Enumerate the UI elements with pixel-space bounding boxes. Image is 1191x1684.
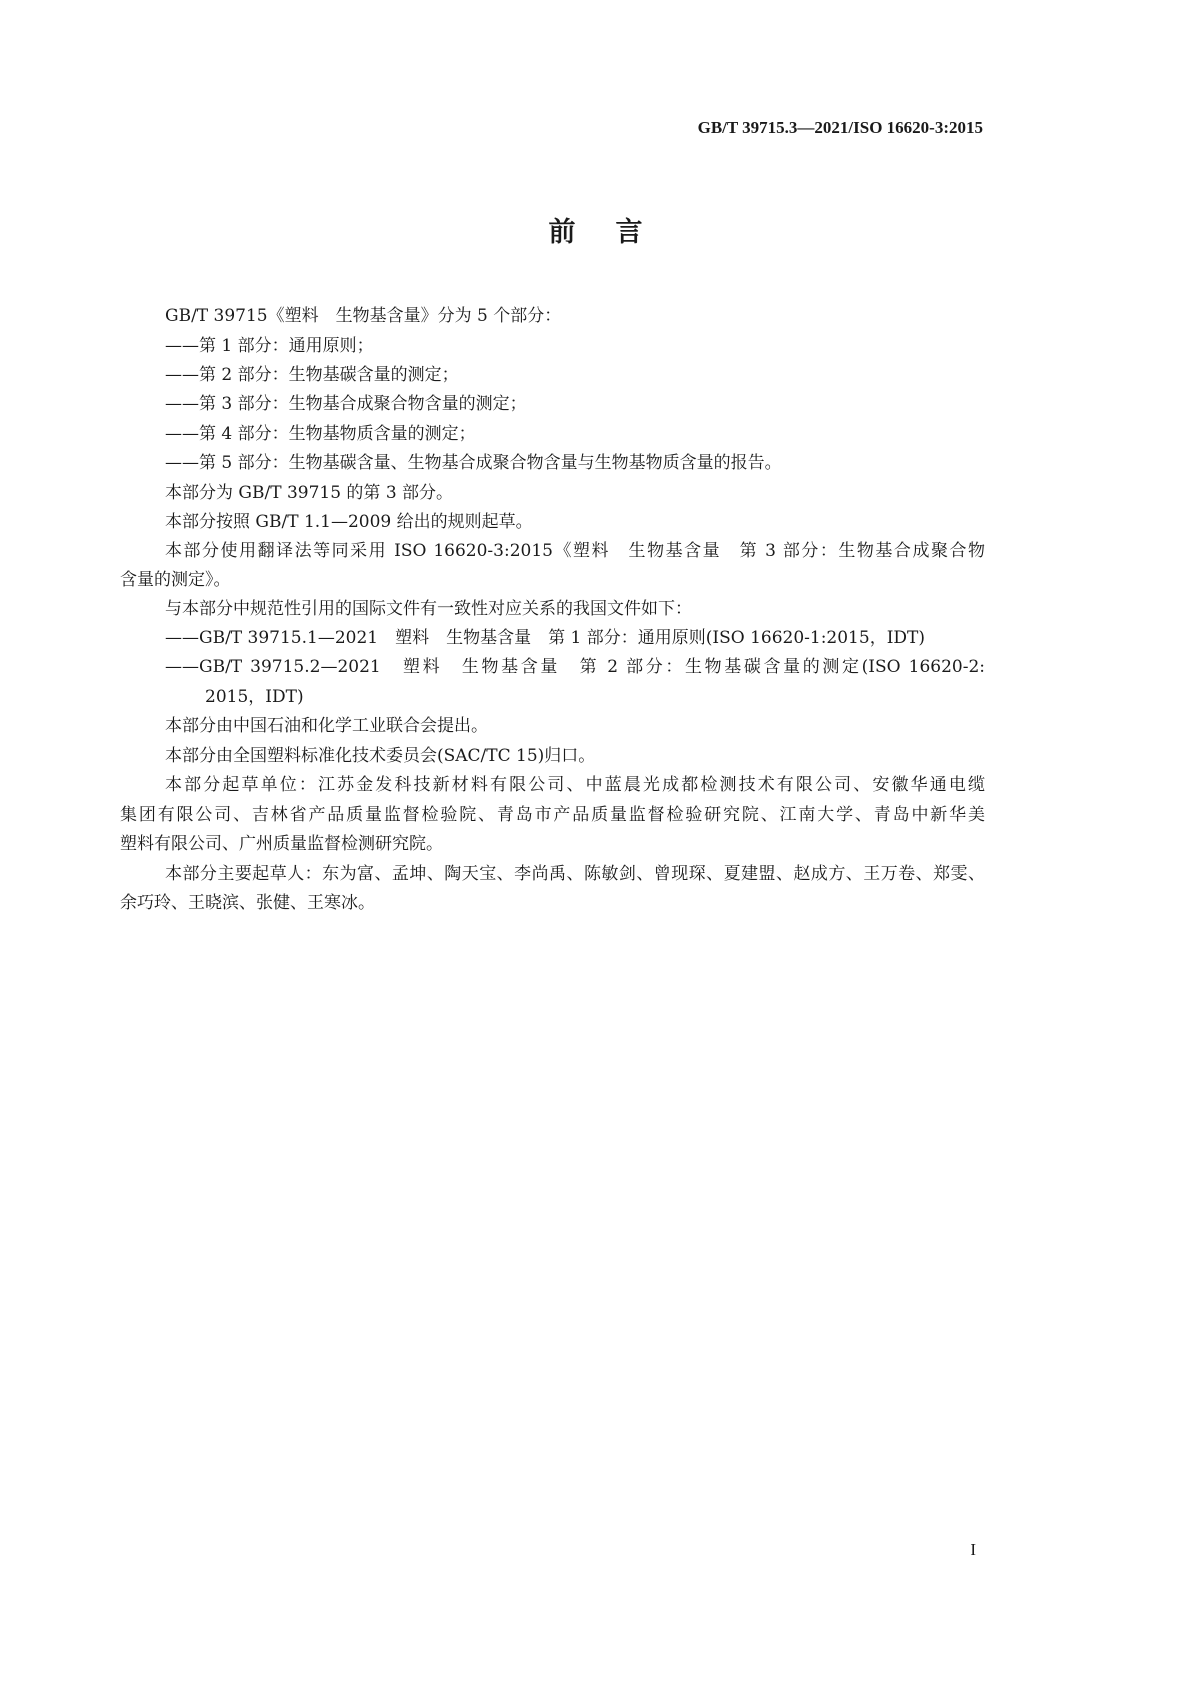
text-line: ——第 1 部分：通用原则； [165,336,374,356]
text-line: 本部分为 GB/T 39715 的第 3 部分。 [165,483,454,503]
text-line: 本部分由全国塑料标准化技术委员会(SAC/TC 15)归口。 [165,746,596,766]
text-line: ——GB/T 39715.2—2021 塑料 生物基含量 第 2 部分：生物基碳含量的测定(ISO 16620-2: [165,657,985,677]
text-line: ——第 4 部分：生物基物质含量的测定； [165,424,476,444]
text-line: 本部分由中国石油和化学工业联合会提出。 [165,716,488,736]
page-number: I [970,1540,976,1559]
text-line: 本部分主要起草人：东为富、孟坤、陶天宝、李尚禹、陈敏剑、曾现琛、夏建盟、赵成方、王万卷、郑雯、 [165,864,985,884]
text-line: ——第 3 部分：生物基合成聚合物含量的测定； [165,394,527,414]
text-line: 含量的测定》。 [120,570,231,590]
text-line: 塑料有限公司、广州质量监督检测研究院。 [120,834,443,854]
text-line: 2015，IDT) [205,687,304,707]
text-line: ——第 2 部分：生物基碳含量的测定； [165,365,459,385]
text-line: 本部分使用翻译法等同采用 ISO 16620-3:2015《塑料 生物基含量 第 3 部分：生物基合成聚合物 [165,541,985,561]
text-line: 本部分按照 GB/T 1.1—2009 给出的规则起草。 [165,512,533,532]
text-line: 本部分起草单位：江苏金发科技新材料有限公司、中蓝晨光成都检测技术有限公司、安徽华通电缆 [165,775,985,795]
text-line: 余巧玲、王晓滨、张健、王寒冰。 [120,893,375,913]
text-line: ——GB/T 39715.1—2021 塑料 生物基含量 第 1 部分：通用原则(ISO 16620-1:2015，IDT) [165,628,926,648]
text-line: ——第 5 部分：生物基碳含量、生物基合成聚合物含量与生物基物质含量的报告。 [165,453,782,473]
text-line: GB/T 39715《塑料 生物基含量》分为 5 个部分： [165,306,562,326]
text-line: 集团有限公司、吉林省产品质量监督检验院、青岛市产品质量监督检验研究院、江南大学、青岛中新华美 [120,805,985,825]
document-number: GB/T 39715.3—2021/ISO 16620-3:2015 [697,118,983,137]
page-title: 前言 [548,217,683,248]
text-line: 与本部分中规范性引用的国际文件有一致性对应关系的我国文件如下： [165,599,692,619]
